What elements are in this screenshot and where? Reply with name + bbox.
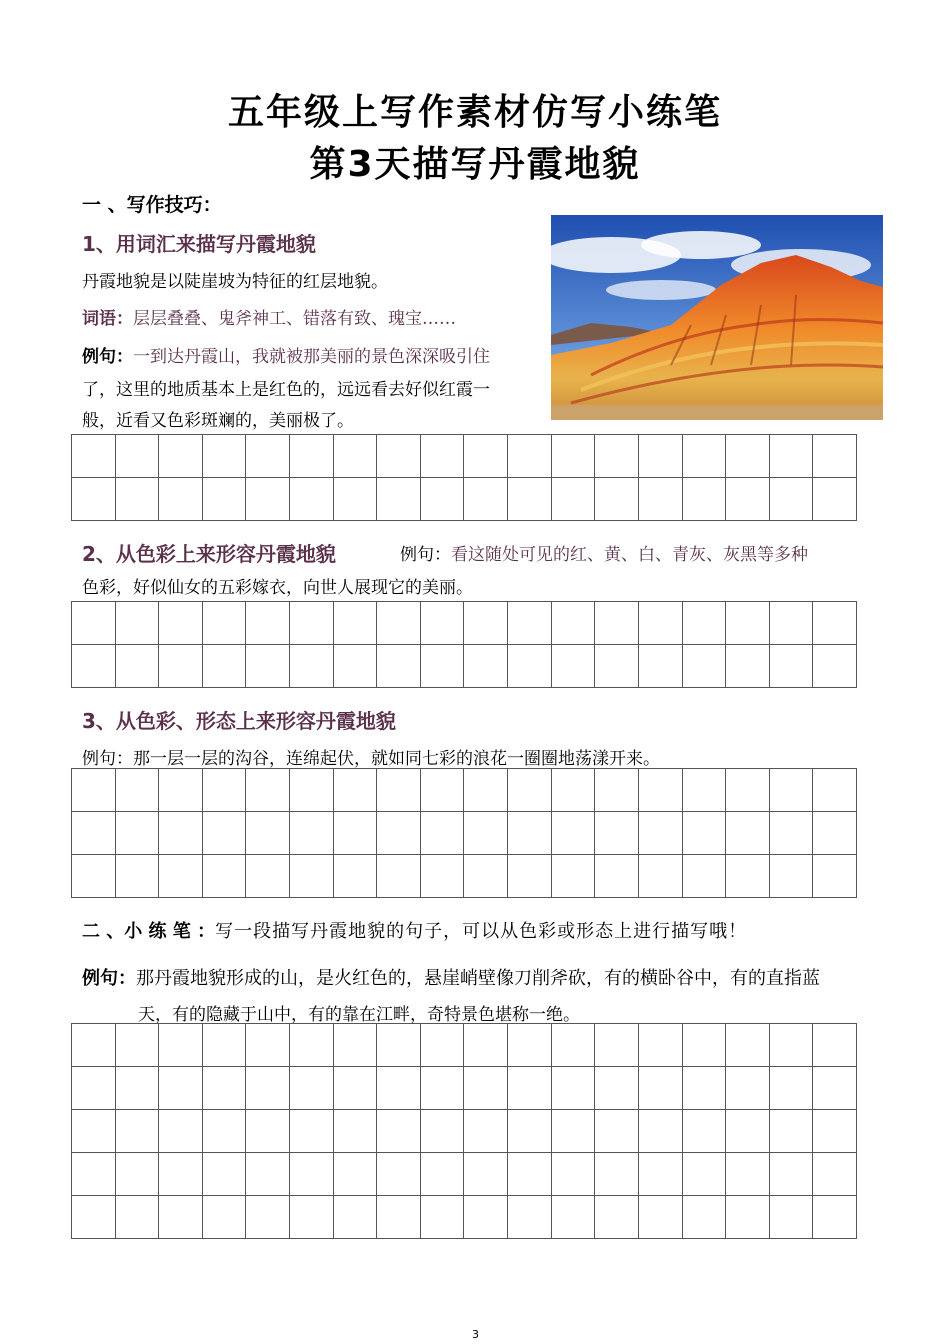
grid-cell[interactable] <box>813 478 857 521</box>
grid-cell[interactable] <box>682 1196 726 1239</box>
grid-cell[interactable] <box>202 435 246 478</box>
grid-cell[interactable] <box>813 1110 857 1153</box>
grid-cell[interactable] <box>290 1153 334 1196</box>
grid-cell[interactable] <box>159 769 203 812</box>
grid-row <box>72 602 857 645</box>
grid-cell[interactable] <box>115 602 159 645</box>
grid-cell[interactable] <box>726 1067 770 1110</box>
grid-cell[interactable] <box>726 645 770 688</box>
grid-cell[interactable] <box>682 478 726 521</box>
grid-cell[interactable] <box>377 602 421 645</box>
grid-cell[interactable] <box>72 769 116 812</box>
grid-cell[interactable] <box>290 769 334 812</box>
writing-grid-4[interactable] <box>71 1023 857 1239</box>
grid-cell[interactable] <box>595 478 639 521</box>
grid-cell[interactable] <box>290 1196 334 1239</box>
grid-cell[interactable] <box>246 1110 290 1153</box>
grid-cell[interactable] <box>813 769 857 812</box>
grid-cell[interactable] <box>202 602 246 645</box>
grid-cell[interactable] <box>420 812 464 855</box>
grid-cell[interactable] <box>159 1110 203 1153</box>
grid-cell[interactable] <box>551 1067 595 1110</box>
part2-example-line1 <box>82 964 820 990</box>
grid-cell[interactable] <box>246 812 290 855</box>
grid-cell[interactable] <box>202 1110 246 1153</box>
grid-cell[interactable] <box>115 1067 159 1110</box>
grid-cell[interactable] <box>464 435 508 478</box>
grid-cell[interactable] <box>595 769 639 812</box>
grid-cell[interactable] <box>769 602 813 645</box>
grid-row <box>72 1067 857 1110</box>
grid-cell[interactable] <box>638 855 682 898</box>
grid-cell[interactable] <box>813 602 857 645</box>
grid-cell[interactable] <box>464 1067 508 1110</box>
grid-cell[interactable] <box>420 645 464 688</box>
grid-cell[interactable] <box>115 645 159 688</box>
grid-row <box>72 1153 857 1196</box>
grid-cell[interactable] <box>682 1067 726 1110</box>
page-number: 3 <box>472 1328 479 1341</box>
grid-cell[interactable] <box>508 769 552 812</box>
grid-cell[interactable] <box>464 602 508 645</box>
grid-cell[interactable] <box>726 855 770 898</box>
section1-title: 1、用词汇来描写丹霞地貌 <box>82 232 316 256</box>
grid-cell[interactable] <box>202 1196 246 1239</box>
grid-cell[interactable] <box>595 812 639 855</box>
grid-cell[interactable] <box>159 1067 203 1110</box>
grid-cell[interactable] <box>769 435 813 478</box>
grid-cell[interactable] <box>333 1196 377 1239</box>
grid-cell[interactable] <box>290 855 334 898</box>
grid-cell[interactable] <box>508 1196 552 1239</box>
grid-cell[interactable] <box>290 1067 334 1110</box>
grid-cell[interactable] <box>638 812 682 855</box>
grid-cell[interactable] <box>595 1153 639 1196</box>
grid-cell[interactable] <box>769 645 813 688</box>
grid-cell[interactable] <box>464 769 508 812</box>
grid-cell[interactable] <box>159 435 203 478</box>
grid-cell[interactable] <box>290 478 334 521</box>
grid-cell[interactable] <box>377 855 421 898</box>
grid-cell[interactable] <box>72 435 116 478</box>
grid-cell[interactable] <box>726 1196 770 1239</box>
grid-cell[interactable] <box>726 812 770 855</box>
grid-cell[interactable] <box>726 1153 770 1196</box>
grid-cell[interactable] <box>246 1067 290 1110</box>
grid-cell[interactable] <box>508 812 552 855</box>
grid-cell[interactable] <box>595 1067 639 1110</box>
section3-example: 例句：那一层一层的沟谷，连绵起伏，就如同七彩的浪花一圈圈地荡漾开来。 <box>82 749 660 769</box>
grid-cell[interactable] <box>638 478 682 521</box>
example-text: 一到达丹霞山，我就被那美丽的景色深深吸引住 <box>133 347 490 367</box>
grid-cell[interactable] <box>420 1067 464 1110</box>
section1-example-line2: 了，这里的地质基本上是红色的，远远看去好似红霞一 <box>82 380 490 400</box>
grid-cell[interactable] <box>115 769 159 812</box>
grid-cell[interactable] <box>551 855 595 898</box>
grid-cell[interactable] <box>638 435 682 478</box>
grid-cell[interactable] <box>246 1153 290 1196</box>
grid-cell[interactable] <box>202 645 246 688</box>
grid-cell[interactable] <box>246 478 290 521</box>
grid-row <box>72 1196 857 1239</box>
grid-cell[interactable] <box>377 769 421 812</box>
grid-cell[interactable] <box>638 1196 682 1239</box>
words-list: 层层叠叠、鬼斧神工、错落有致、瑰宝…… <box>133 309 456 329</box>
grid-cell[interactable] <box>769 1067 813 1110</box>
grid-cell[interactable] <box>551 812 595 855</box>
grid-cell[interactable] <box>682 812 726 855</box>
grid-cell[interactable] <box>72 812 116 855</box>
grid-cell[interactable] <box>377 435 421 478</box>
grid-cell[interactable] <box>508 645 552 688</box>
grid-cell[interactable] <box>551 478 595 521</box>
grid-cell[interactable] <box>420 602 464 645</box>
grid-cell[interactable] <box>72 645 116 688</box>
words-label: 词语： <box>82 309 133 329</box>
grid-cell[interactable] <box>726 1110 770 1153</box>
grid-cell[interactable] <box>551 1196 595 1239</box>
grid-row <box>72 769 857 812</box>
grid-cell[interactable] <box>202 478 246 521</box>
grid-cell[interactable] <box>115 478 159 521</box>
grid-cell[interactable] <box>508 435 552 478</box>
grid-cell[interactable] <box>159 1196 203 1239</box>
grid-cell[interactable] <box>72 855 116 898</box>
part2-task: 写一段描写丹霞地貌的句子，可以从色彩或形态上进行描写哦！ <box>215 921 748 942</box>
grid-cell[interactable] <box>246 855 290 898</box>
section2-example-line2: 色彩，好似仙女的五彩嫁衣，向世人展现它的美丽。 <box>82 578 473 598</box>
grid-cell[interactable] <box>813 1196 857 1239</box>
grid-cell[interactable] <box>769 812 813 855</box>
grid-cell[interactable] <box>682 855 726 898</box>
grid-cell[interactable] <box>115 1024 159 1067</box>
grid-cell[interactable] <box>115 1196 159 1239</box>
grid-cell[interactable] <box>333 1024 377 1067</box>
grid-cell[interactable] <box>682 1024 726 1067</box>
example-label: 例句： <box>400 545 451 565</box>
grid-cell[interactable] <box>72 478 116 521</box>
section2-example-line1 <box>400 540 808 565</box>
grid-cell[interactable] <box>333 812 377 855</box>
grid-cell[interactable] <box>638 645 682 688</box>
grid-cell[interactable] <box>682 1153 726 1196</box>
grid-cell[interactable] <box>551 1110 595 1153</box>
grid-cell[interactable] <box>377 645 421 688</box>
grid-cell[interactable] <box>813 812 857 855</box>
grid-cell[interactable] <box>551 769 595 812</box>
grid-cell[interactable] <box>333 602 377 645</box>
grid-cell[interactable] <box>159 1153 203 1196</box>
grid-cell[interactable] <box>420 1153 464 1196</box>
grid-cell[interactable] <box>290 435 334 478</box>
grid-cell[interactable] <box>813 855 857 898</box>
grid-cell[interactable] <box>464 645 508 688</box>
grid-cell[interactable] <box>726 1024 770 1067</box>
grid-cell[interactable] <box>115 1153 159 1196</box>
grid-row <box>72 478 857 521</box>
grid-cell[interactable] <box>290 602 334 645</box>
grid-cell[interactable] <box>682 645 726 688</box>
grid-cell[interactable] <box>813 1024 857 1067</box>
grid-cell[interactable] <box>813 645 857 688</box>
grid-cell[interactable] <box>115 1110 159 1153</box>
grid-cell[interactable] <box>246 602 290 645</box>
writing-grid-1[interactable] <box>71 434 857 521</box>
grid-row <box>72 645 857 688</box>
grid-cell[interactable] <box>333 1110 377 1153</box>
grid-cell[interactable] <box>377 1153 421 1196</box>
grid-cell[interactable] <box>115 435 159 478</box>
grid-cell[interactable] <box>638 1110 682 1153</box>
grid-cell[interactable] <box>159 1024 203 1067</box>
grid-cell[interactable] <box>72 1196 116 1239</box>
section3-title: 3、从色彩、形态上来形容丹霞地貌 <box>82 709 396 733</box>
grid-cell[interactable] <box>682 1110 726 1153</box>
grid-cell[interactable] <box>551 1024 595 1067</box>
grid-cell[interactable] <box>72 602 116 645</box>
grid-cell[interactable] <box>813 1067 857 1110</box>
grid-cell[interactable] <box>72 1153 116 1196</box>
grid-cell[interactable] <box>508 478 552 521</box>
grid-cell[interactable] <box>290 812 334 855</box>
grid-cell[interactable] <box>769 1153 813 1196</box>
grid-cell[interactable] <box>595 435 639 478</box>
grid-cell[interactable] <box>638 769 682 812</box>
part2-heading-line <box>82 917 747 943</box>
section1-definition: 丹霞地貌是以陡崖坡为特征的红层地貌。 <box>82 272 388 292</box>
grid-cell[interactable] <box>726 478 770 521</box>
example-label: 例句： <box>82 968 136 989</box>
grid-cell[interactable] <box>508 1067 552 1110</box>
grid-cell[interactable] <box>638 1067 682 1110</box>
grid-cell[interactable] <box>551 602 595 645</box>
grid-row <box>72 855 857 898</box>
grid-cell[interactable] <box>202 855 246 898</box>
grid-cell[interactable] <box>333 478 377 521</box>
grid-cell[interactable] <box>159 645 203 688</box>
grid-cell[interactable] <box>769 478 813 521</box>
grid-cell[interactable] <box>508 602 552 645</box>
grid-cell[interactable] <box>246 435 290 478</box>
grid-row <box>72 1110 857 1153</box>
grid-cell[interactable] <box>202 1067 246 1110</box>
grid-cell[interactable] <box>508 1024 552 1067</box>
grid-cell[interactable] <box>115 812 159 855</box>
part1-heading: 一 、写作技巧： <box>82 194 222 216</box>
grid-cell[interactable] <box>377 1110 421 1153</box>
grid-cell[interactable] <box>595 855 639 898</box>
grid-cell[interactable] <box>726 602 770 645</box>
section1-words <box>82 304 456 329</box>
grid-cell[interactable] <box>726 435 770 478</box>
grid-cell[interactable] <box>333 855 377 898</box>
grid-cell[interactable] <box>377 1024 421 1067</box>
grid-cell[interactable] <box>420 769 464 812</box>
grid-cell[interactable] <box>377 1067 421 1110</box>
writing-grid-2[interactable] <box>71 601 857 688</box>
grid-cell[interactable] <box>595 645 639 688</box>
grid-cell[interactable] <box>420 855 464 898</box>
grid-cell[interactable] <box>508 855 552 898</box>
grid-cell[interactable] <box>595 1196 639 1239</box>
grid-cell[interactable] <box>420 1196 464 1239</box>
writing-grid-3[interactable] <box>71 768 857 898</box>
grid-cell[interactable] <box>333 769 377 812</box>
grid-row <box>72 1024 857 1067</box>
grid-cell[interactable] <box>246 1024 290 1067</box>
grid-cell[interactable] <box>333 645 377 688</box>
grid-cell[interactable] <box>551 645 595 688</box>
grid-cell[interactable] <box>769 769 813 812</box>
grid-cell[interactable] <box>159 602 203 645</box>
grid-cell[interactable] <box>420 1024 464 1067</box>
grid-cell[interactable] <box>508 1110 552 1153</box>
danxia-photo <box>551 215 883 420</box>
grid-cell[interactable] <box>726 769 770 812</box>
grid-cell[interactable] <box>246 645 290 688</box>
grid-cell[interactable] <box>769 1196 813 1239</box>
grid-cell[interactable] <box>246 1196 290 1239</box>
section2-title: 2、从色彩上来形容丹霞地貌 <box>82 542 336 566</box>
grid-cell[interactable] <box>464 855 508 898</box>
grid-cell[interactable] <box>508 1153 552 1196</box>
grid-cell[interactable] <box>246 769 290 812</box>
grid-cell[interactable] <box>290 1024 334 1067</box>
grid-cell[interactable] <box>638 602 682 645</box>
grid-cell[interactable] <box>682 769 726 812</box>
grid-cell[interactable] <box>72 1067 116 1110</box>
grid-cell[interactable] <box>333 1067 377 1110</box>
grid-cell[interactable] <box>202 812 246 855</box>
grid-cell[interactable] <box>769 1110 813 1153</box>
grid-cell[interactable] <box>333 435 377 478</box>
grid-cell[interactable] <box>202 1024 246 1067</box>
grid-cell[interactable] <box>595 1024 639 1067</box>
part2-heading: 二 、小 练 笔 ： <box>82 921 216 942</box>
grid-cell[interactable] <box>813 435 857 478</box>
grid-cell[interactable] <box>464 1024 508 1067</box>
section1-example-line3: 般，近看又色彩斑斓的，美丽极了。 <box>82 411 354 431</box>
grid-cell[interactable] <box>638 1153 682 1196</box>
grid-cell[interactable] <box>202 769 246 812</box>
grid-cell[interactable] <box>420 478 464 521</box>
grid-cell[interactable] <box>290 645 334 688</box>
grid-cell[interactable] <box>595 602 639 645</box>
grid-row <box>72 812 857 855</box>
example-label: 例句： <box>82 347 133 367</box>
grid-cell[interactable] <box>159 478 203 521</box>
grid-cell[interactable] <box>464 478 508 521</box>
grid-cell[interactable] <box>420 435 464 478</box>
grid-cell[interactable] <box>72 1110 116 1153</box>
grid-cell[interactable] <box>333 1153 377 1196</box>
grid-cell[interactable] <box>464 1196 508 1239</box>
section1-example-line1 <box>82 342 490 367</box>
grid-cell[interactable] <box>377 478 421 521</box>
grid-cell[interactable] <box>159 855 203 898</box>
grid-cell[interactable] <box>551 1153 595 1196</box>
grid-cell[interactable] <box>464 812 508 855</box>
page-title: 五年级上写作素材仿写小练笔 <box>227 92 722 133</box>
grid-cell[interactable] <box>377 1196 421 1239</box>
grid-cell[interactable] <box>682 435 726 478</box>
part2-example-line2: 天，有的隐藏于山中，有的靠在江畔，奇特景色堪称一绝。 <box>138 1005 580 1025</box>
example-text: 那丹霞地貌形成的山，是火红色的，悬崖峭壁像刀削斧砍，有的横卧谷中，有的直指蓝 <box>136 968 820 989</box>
grid-cell[interactable] <box>638 1024 682 1067</box>
grid-cell[interactable] <box>813 1153 857 1196</box>
grid-cell[interactable] <box>72 1024 116 1067</box>
grid-cell[interactable] <box>159 812 203 855</box>
grid-cell[interactable] <box>682 602 726 645</box>
grid-cell[interactable] <box>202 1153 246 1196</box>
grid-cell[interactable] <box>769 1024 813 1067</box>
grid-cell[interactable] <box>464 1110 508 1153</box>
grid-cell[interactable] <box>464 1153 508 1196</box>
grid-cell[interactable] <box>595 1110 639 1153</box>
grid-cell[interactable] <box>290 1110 334 1153</box>
grid-cell[interactable] <box>115 855 159 898</box>
grid-cell[interactable] <box>420 1110 464 1153</box>
grid-cell[interactable] <box>551 435 595 478</box>
grid-cell[interactable] <box>377 812 421 855</box>
example-text: 看这随处可见的红、黄、白、青灰、灰黑等多种 <box>451 545 808 565</box>
grid-cell[interactable] <box>769 855 813 898</box>
page-subtitle: 第3天描写丹霞地貌 <box>309 144 641 185</box>
grid-row <box>72 435 857 478</box>
